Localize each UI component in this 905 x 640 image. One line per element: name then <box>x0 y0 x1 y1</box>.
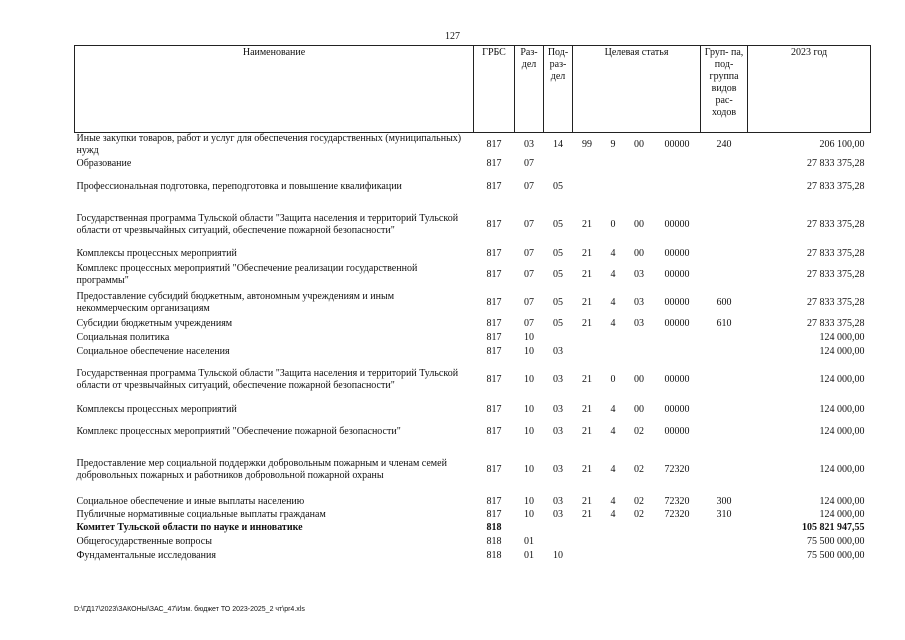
cell-grbs: 817 <box>486 346 502 357</box>
cell-grbs: 818 <box>486 550 502 561</box>
cell-target-direction <box>654 535 701 549</box>
cell-target-subprogram: 4 <box>610 509 616 520</box>
cell-razdel: 07 <box>524 181 534 192</box>
cell-target-direction: 00000 <box>664 248 690 259</box>
cell-target-direction: 00000 <box>664 404 690 415</box>
cell-target-event <box>625 171 654 203</box>
cell-razdel <box>515 521 544 535</box>
cell-target-subprogram: 4 <box>610 426 616 437</box>
cell-target-program: 21 <box>582 297 592 308</box>
cell-target-program: 99 <box>582 139 592 150</box>
cell-target-subprogram <box>602 331 625 345</box>
cell-target-event: 02 <box>634 426 644 437</box>
cell-amount: 124 000,00 <box>819 404 865 415</box>
header-podrazdel: Под- раз- дел <box>544 46 573 133</box>
cell-amount: 105 821 947,55 <box>802 522 865 533</box>
cell-amount: 124 000,00 <box>819 332 865 343</box>
cell-grbs: 817 <box>486 404 502 415</box>
cell-target-subprogram: 4 <box>610 496 616 507</box>
cell-target-program: 21 <box>582 374 592 385</box>
cell-target-subprogram <box>602 345 625 359</box>
cell-podrazdel: 05 <box>553 181 563 192</box>
cell-target-direction <box>654 331 701 345</box>
cell-target-direction <box>654 521 701 535</box>
table-row <box>75 345 871 359</box>
cell-amount: 27 833 375,28 <box>807 248 865 259</box>
cell-target-subprogram: 4 <box>610 404 616 415</box>
cell-target-event: 00 <box>634 374 644 385</box>
cell-amount: 27 833 375,28 <box>807 297 865 308</box>
table-row <box>75 359 871 401</box>
cell-amount: 124 000,00 <box>819 509 865 520</box>
cell-amount: 124 000,00 <box>819 426 865 437</box>
cell-expense-type <box>701 261 748 289</box>
cell-target-direction: 72320 <box>664 509 690 520</box>
header-year: 2023 год <box>748 46 871 133</box>
cell-amount: 27 833 375,28 <box>807 318 865 329</box>
cell-target-program: 21 <box>582 404 592 415</box>
cell-podrazdel: 05 <box>553 297 563 308</box>
cell-target-event: 00 <box>634 248 644 259</box>
cell-expense-type <box>701 535 748 549</box>
cell-target-event <box>625 345 654 359</box>
cell-target-subprogram: 4 <box>610 464 616 475</box>
cell-podrazdel: 05 <box>553 219 563 230</box>
cell-target-program: 21 <box>582 269 592 280</box>
cell-expense-type <box>701 157 748 171</box>
cell-expense-type <box>701 419 748 445</box>
file-path-footer: D:\ГД17\2023\ЗАКОНЫ\ЗАС_47\Изм. бюджет ТО 2023-2025_2 чт\pr4.xls <box>74 606 305 613</box>
cell-target-subprogram: 9 <box>610 139 616 150</box>
cell-target-event: 03 <box>634 297 644 308</box>
cell-razdel: 01 <box>524 550 534 561</box>
cell-target-event: 00 <box>634 404 644 415</box>
cell-podrazdel: 03 <box>553 346 563 357</box>
cell-target-event: 00 <box>634 219 644 230</box>
cell-name: Государственная программа Тульской области "Защита населения и территорий Тульской области от чрезвычайных ситуаций, обеспечение пожарной безопасности" <box>76 368 459 391</box>
table-row <box>75 419 871 445</box>
cell-razdel: 10 <box>524 346 534 357</box>
cell-expense-type <box>701 521 748 535</box>
cell-target-subprogram <box>602 521 625 535</box>
cell-target-program: 21 <box>582 219 592 230</box>
cell-amount: 206 100,00 <box>819 139 865 150</box>
page-number: 127 <box>445 31 460 42</box>
cell-grbs: 817 <box>486 332 502 343</box>
cell-grbs: 818 <box>486 536 502 547</box>
cell-target-direction: 00000 <box>664 297 690 308</box>
cell-target-direction <box>654 157 701 171</box>
cell-podrazdel: 03 <box>553 464 563 475</box>
cell-target-subprogram <box>602 157 625 171</box>
cell-podrazdel <box>544 157 573 171</box>
cell-target-event <box>625 549 654 563</box>
header-name: Наименование <box>75 46 474 133</box>
cell-target-direction <box>654 171 701 203</box>
cell-podrazdel: 14 <box>553 139 563 150</box>
cell-target-program <box>573 171 602 203</box>
cell-podrazdel: 03 <box>553 496 563 507</box>
cell-grbs: 817 <box>486 374 502 385</box>
cell-grbs: 817 <box>486 181 502 192</box>
cell-razdel: 10 <box>524 426 534 437</box>
cell-grbs: 817 <box>486 496 502 507</box>
cell-target-direction: 00000 <box>664 269 690 280</box>
cell-target-program <box>573 521 602 535</box>
cell-podrazdel: 03 <box>553 374 563 385</box>
table-row <box>75 317 871 331</box>
cell-amount: 124 000,00 <box>819 464 865 475</box>
cell-target-event <box>625 521 654 535</box>
table-row <box>75 509 871 521</box>
cell-target-direction <box>654 549 701 563</box>
cell-razdel: 07 <box>524 248 534 259</box>
cell-razdel: 10 <box>524 496 534 507</box>
cell-grbs: 817 <box>486 297 502 308</box>
table-row <box>75 289 871 317</box>
cell-target-program <box>573 535 602 549</box>
table-row <box>75 171 871 203</box>
table-header <box>75 46 871 133</box>
cell-razdel: 10 <box>524 464 534 475</box>
cell-target-direction: 00000 <box>664 426 690 437</box>
cell-amount: 124 000,00 <box>819 496 865 507</box>
cell-name: Социальное обеспечение населения <box>76 346 230 357</box>
cell-podrazdel <box>544 331 573 345</box>
cell-name: Публичные нормативные социальные выплаты гражданам <box>76 509 326 520</box>
cell-grbs: 817 <box>486 509 502 520</box>
cell-target-direction: 00000 <box>664 374 690 385</box>
table-row <box>75 261 871 289</box>
cell-expense-type: 310 <box>716 509 732 520</box>
cell-target-direction: 72320 <box>664 464 690 475</box>
cell-expense-type <box>701 247 748 261</box>
cell-target-program: 21 <box>582 496 592 507</box>
cell-target-event: 02 <box>634 496 644 507</box>
table-row <box>75 521 871 535</box>
cell-target-subprogram <box>602 535 625 549</box>
cell-name: Социальное обеспечение и иные выплаты населению <box>76 496 305 507</box>
cell-grbs: 817 <box>486 426 502 437</box>
cell-expense-type <box>701 203 748 247</box>
cell-target-program: 21 <box>582 248 592 259</box>
cell-podrazdel: 03 <box>553 426 563 437</box>
cell-razdel: 07 <box>524 219 534 230</box>
cell-podrazdel: 05 <box>553 269 563 280</box>
table-row <box>75 133 871 158</box>
cell-name: Предоставление субсидий бюджетным, автономным учреждениям и иным некоммерческим организациям <box>76 291 395 314</box>
cell-expense-type: 600 <box>716 297 732 308</box>
cell-razdel: 10 <box>524 374 534 385</box>
cell-grbs: 817 <box>486 139 502 150</box>
cell-expense-type: 240 <box>716 139 732 150</box>
cell-razdel: 01 <box>524 536 534 547</box>
cell-name: Субсидии бюджетным учреждениям <box>76 318 233 329</box>
cell-grbs: 817 <box>486 158 502 169</box>
cell-amount: 75 500 000,00 <box>807 536 865 547</box>
cell-expense-type <box>701 331 748 345</box>
cell-target-program <box>573 549 602 563</box>
cell-grbs: 817 <box>486 464 502 475</box>
cell-razdel: 03 <box>524 139 534 150</box>
header-expense-type: Груп- па, под- группа видов рас- ходов <box>701 46 748 133</box>
cell-target-event: 03 <box>634 269 644 280</box>
table-row <box>75 157 871 171</box>
cell-podrazdel: 05 <box>553 318 563 329</box>
cell-target-subprogram: 4 <box>610 318 616 329</box>
cell-name: Социальная политика <box>76 332 170 343</box>
cell-razdel: 07 <box>524 318 534 329</box>
cell-podrazdel: 03 <box>553 404 563 415</box>
cell-razdel: 07 <box>524 158 534 169</box>
budget-table <box>74 45 871 563</box>
cell-amount: 27 833 375,28 <box>807 158 865 169</box>
cell-target-program <box>573 331 602 345</box>
cell-amount: 27 833 375,28 <box>807 181 865 192</box>
cell-target-program: 21 <box>582 318 592 329</box>
cell-expense-type <box>701 171 748 203</box>
cell-target-program: 21 <box>582 464 592 475</box>
cell-target-direction: 00000 <box>664 139 690 150</box>
header-grbs: ГРБС <box>474 46 515 133</box>
table-row <box>75 549 871 563</box>
cell-target-subprogram: 4 <box>610 269 616 280</box>
cell-expense-type <box>701 445 748 495</box>
cell-target-direction: 00000 <box>664 219 690 230</box>
cell-grbs: 817 <box>486 219 502 230</box>
cell-target-program <box>573 157 602 171</box>
cell-target-subprogram: 0 <box>610 374 616 385</box>
cell-name: Общегосударственные вопросы <box>76 536 212 547</box>
cell-razdel: 10 <box>524 404 534 415</box>
cell-grbs: 818 <box>486 522 502 533</box>
cell-grbs: 817 <box>486 318 502 329</box>
cell-razdel: 07 <box>524 269 534 280</box>
cell-target-event: 03 <box>634 318 644 329</box>
cell-amount: 124 000,00 <box>819 346 865 357</box>
cell-name: Комплекс процессных мероприятий "Обеспечение пожарной безопасности" <box>76 426 401 437</box>
cell-name: Иные закупки товаров, работ и услуг для обеспечения государственных (муниципальных) нужд <box>76 133 462 156</box>
cell-expense-type <box>701 359 748 401</box>
cell-target-event <box>625 157 654 171</box>
cell-expense-type: 300 <box>716 496 732 507</box>
cell-razdel: 10 <box>524 509 534 520</box>
cell-target-direction: 00000 <box>664 318 690 329</box>
cell-name: Комплексы процессных мероприятий <box>76 404 237 415</box>
table-body <box>75 133 871 564</box>
cell-target-event <box>625 331 654 345</box>
cell-podrazdel <box>544 521 573 535</box>
table-row <box>75 401 871 419</box>
header-razdel: Раз- дел <box>515 46 544 133</box>
cell-podrazdel: 10 <box>553 550 563 561</box>
cell-amount: 124 000,00 <box>819 374 865 385</box>
cell-target-program: 21 <box>582 426 592 437</box>
cell-target-program: 21 <box>582 509 592 520</box>
cell-target-subprogram <box>602 549 625 563</box>
table-row <box>75 247 871 261</box>
table-row <box>75 203 871 247</box>
cell-target-event <box>625 535 654 549</box>
cell-amount: 27 833 375,28 <box>807 219 865 230</box>
cell-target-event: 00 <box>634 139 644 150</box>
cell-expense-type: 610 <box>716 318 732 329</box>
cell-name: Предоставление мер социальной поддержки добровольным пожарным и членам семей добровольных пожарных и работников добровольной пожарной охраны <box>76 458 447 481</box>
table-row <box>75 495 871 509</box>
table-row <box>75 535 871 549</box>
cell-name: Комитет Тульской области по науке и инноватике <box>76 522 303 533</box>
cell-razdel: 07 <box>524 297 534 308</box>
cell-name: Государственная программа Тульской области "Защита населения и территорий Тульской области от чрезвычайных ситуаций, обеспечение пожарной безопасности" <box>76 213 459 236</box>
cell-expense-type <box>701 549 748 563</box>
cell-expense-type <box>701 345 748 359</box>
table-row <box>75 445 871 495</box>
cell-target-direction: 72320 <box>664 496 690 507</box>
cell-name: Фундаментальные исследования <box>76 550 216 561</box>
cell-amount: 75 500 000,00 <box>807 550 865 561</box>
cell-target-subprogram: 0 <box>610 219 616 230</box>
cell-razdel: 10 <box>524 332 534 343</box>
cell-grbs: 817 <box>486 269 502 280</box>
cell-target-subprogram: 4 <box>610 297 616 308</box>
cell-target-subprogram <box>602 171 625 203</box>
cell-podrazdel: 05 <box>553 248 563 259</box>
cell-target-event: 02 <box>634 464 644 475</box>
cell-expense-type <box>701 401 748 419</box>
cell-name: Профессиональная подготовка, переподготовка и повышение квалификации <box>76 181 402 192</box>
cell-amount: 27 833 375,28 <box>807 269 865 280</box>
cell-name: Комплексы процессных мероприятий <box>76 248 237 259</box>
table-row <box>75 331 871 345</box>
cell-target-event: 02 <box>634 509 644 520</box>
cell-target-direction <box>654 345 701 359</box>
cell-podrazdel <box>544 535 573 549</box>
cell-target-program <box>573 345 602 359</box>
cell-name: Образование <box>76 158 132 169</box>
cell-grbs: 817 <box>486 248 502 259</box>
cell-podrazdel: 03 <box>553 509 563 520</box>
header-target: Целевая статья <box>573 46 701 133</box>
cell-name: Комплекс процессных мероприятий "Обеспечение реализации государственной программы" <box>76 263 418 286</box>
cell-target-subprogram: 4 <box>610 248 616 259</box>
